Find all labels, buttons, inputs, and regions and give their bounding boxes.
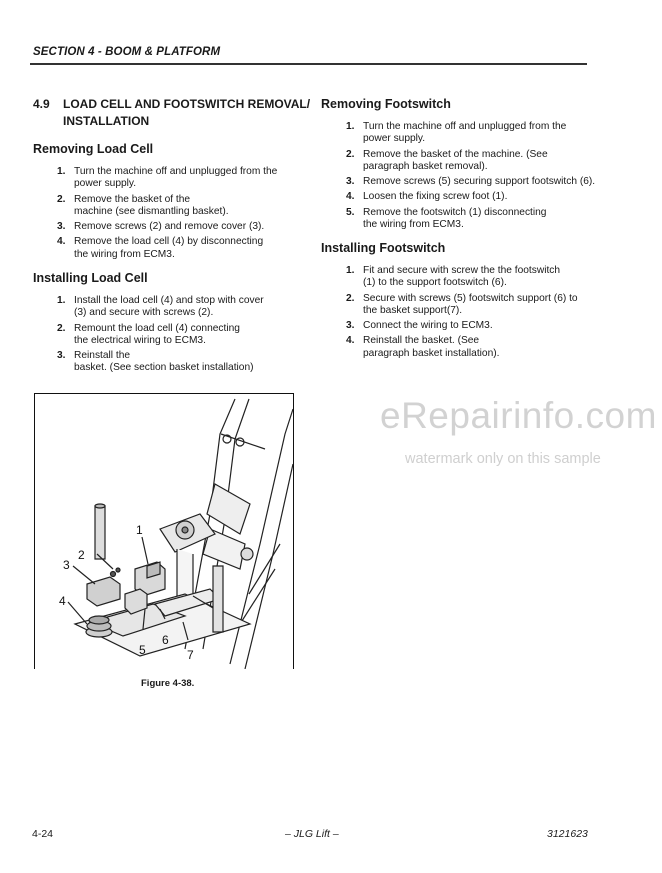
list-item: 3. Reinstall the basket. (See section basket installation): [57, 350, 254, 374]
list-item: 1. Install the load cell (4) and stop with cover (3) and secure with screws (2).: [57, 295, 264, 319]
figure-caption: Figure 4-38.: [141, 678, 195, 689]
heading-line1: LOAD CELL AND FOOTSWITCH REMOVAL/: [63, 97, 311, 111]
list-item: 4. Remove the load cell (4) by disconnecting the wiring from ECM3.: [57, 236, 264, 260]
heading-line2: INSTALLATION: [63, 114, 150, 128]
callout-3: 3: [63, 558, 70, 572]
footer-center-text: – JLG Lift –: [285, 828, 339, 840]
installing-footswitch-title: Installing Footswitch: [321, 241, 446, 255]
list-item: 3. Remove screws (5) securing support footswitch (6).: [346, 176, 596, 188]
callout-6: 6: [162, 633, 169, 647]
installing-load-cell-title: Installing Load Cell: [33, 271, 148, 285]
heading-number: 4.9: [33, 97, 50, 111]
header-rule: [30, 63, 587, 65]
removing-load-cell-title: Removing Load Cell: [33, 142, 154, 156]
removing-load-cell-steps: [57, 166, 307, 264]
callout-2: 2: [78, 548, 85, 562]
load-cell-illustration: [35, 394, 293, 669]
callout-4: 4: [59, 594, 66, 608]
section-header: SECTION 4 - BOOM & PLATFORM: [33, 46, 221, 58]
installing-footswitch-steps: [346, 265, 606, 363]
removing-footswitch-steps: [346, 121, 606, 234]
list-item: 4. Loosen the fixing screw foot (1).: [346, 191, 508, 203]
watermark-logo-text: eRepairinfo.com: [380, 395, 657, 436]
callout-1: 1: [136, 523, 143, 537]
figure-frame: [34, 393, 294, 669]
heading-title: [63, 96, 310, 130]
removing-footswitch-title: Removing Footswitch: [321, 97, 451, 111]
footer-page-number: 4-24: [32, 828, 54, 840]
list-item: 3. Connect the wiring to ECM3.: [346, 320, 493, 332]
list-item: 3. Remove screws (2) and remove cover (3).: [57, 221, 265, 233]
list-item: 4. Reinstall the basket. (See paragraph basket installation).: [346, 335, 500, 359]
list-item: 2. Remount the load cell (4) connecting the electrical wiring to ECM3.: [57, 322, 240, 346]
list-item: 1. Turn the machine off and unplugged from the power supply.: [57, 166, 278, 190]
watermark-subtext: watermark only on this sample: [405, 451, 601, 467]
callout-5: 5: [139, 643, 146, 657]
callout-7: 7: [187, 648, 194, 662]
list-item: 1. Fit and secure with screw the the footswitch (1) to the support footswitch (6).: [346, 265, 561, 289]
installing-load-cell-steps: [57, 295, 307, 378]
list-item: 1. Turn the machine off and unplugged from the power supply.: [346, 121, 567, 145]
list-item: 2. Remove the basket of the machine. (See paragraph basket removal).: [346, 148, 548, 172]
list-item: 2. Remove the basket of the machine (see dismantling basket).: [57, 193, 229, 217]
list-item: 2. Secure with screws (5) footswitch support (6) to the basket support(7).: [346, 292, 578, 316]
list-item: 5. Remove the footswitch (1) disconnecting the wiring from ECM3.: [346, 206, 547, 231]
footer-doc-number: 3121623: [547, 828, 588, 840]
